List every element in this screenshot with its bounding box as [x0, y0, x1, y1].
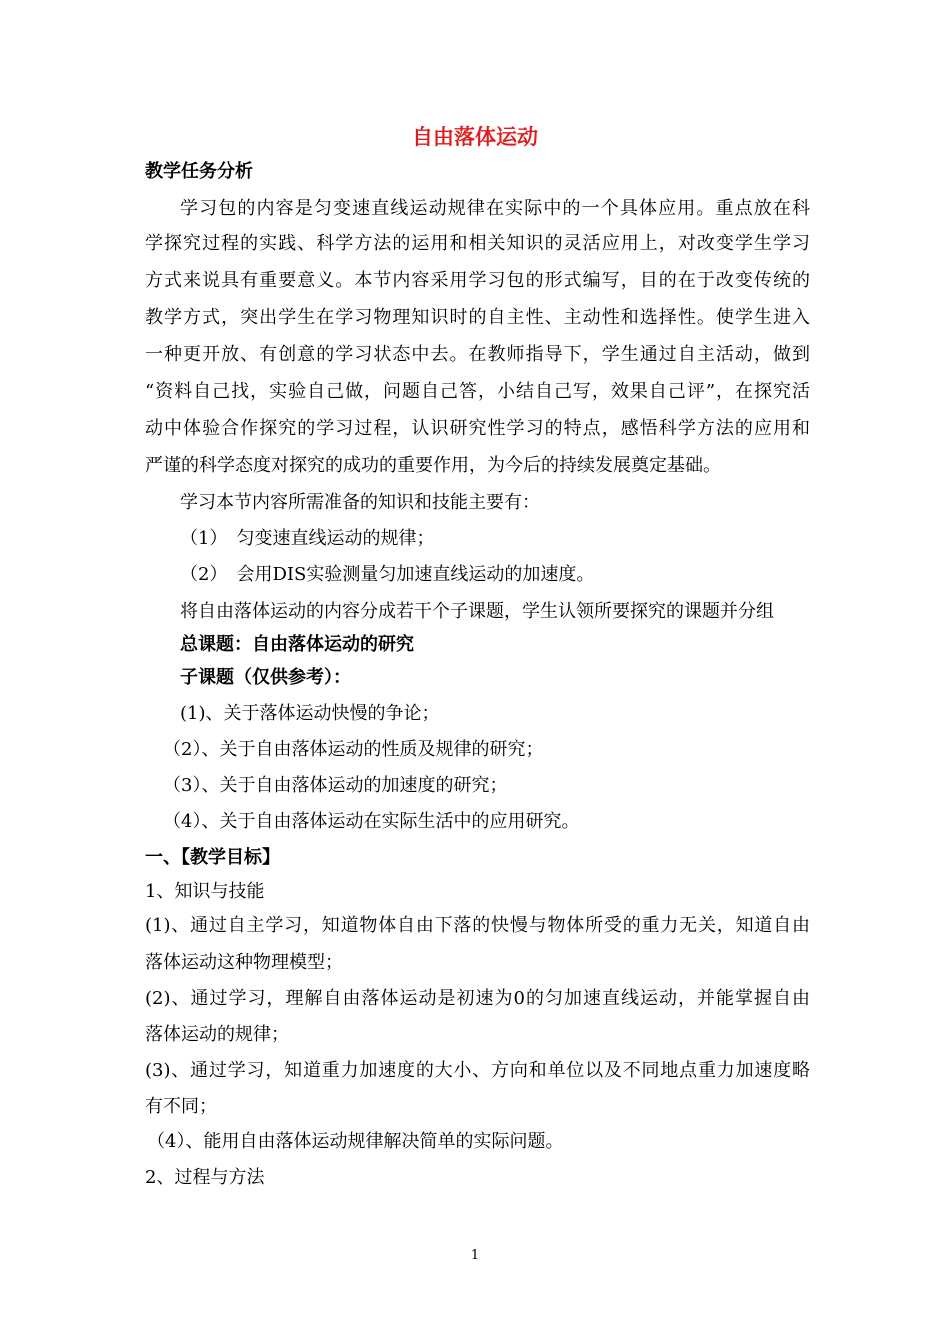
- process-heading: 2、过程与方法: [145, 1167, 265, 1188]
- paragraph-line: 严谨的科学态度对探究的成功的重要作用，为今后的持续发展奠定基础。: [145, 455, 721, 476]
- sub-topic-item: （3）、关于自由落体运动的加速度的研究；: [163, 775, 508, 796]
- paragraph-line: 动中体验合作探究的学习过程，认识研究性学习的特点，感悟科学方法的应用和: [145, 418, 810, 439]
- knowledge-line: (3)、通过学习，知道重力加速度的大小、方向和单位以及不同地点重力加速度略: [145, 1060, 810, 1081]
- knowledge-line: 有不同；: [145, 1096, 217, 1117]
- sub-topic-item: (1)、关于落体运动快慢的争论；: [180, 703, 440, 724]
- paragraph-line: 学习包的内容是匀变速直线运动规律在实际中的一个具体应用。重点放在科: [180, 198, 810, 219]
- prep-intro: 学习本节内容所需准备的知识和技能主要有：: [180, 492, 540, 513]
- paragraph-line: 教学方式，突出学生在学习物理知识时的自主性、主动性和选择性。使学生进入: [145, 307, 810, 328]
- prep-item: （1） 匀变速直线运动的规律；: [180, 528, 435, 549]
- sub-topic-item: （2）、关于自由落体运动的性质及规律的研究；: [163, 739, 544, 760]
- paragraph-line: 方式来说具有重要意义。本节内容采用学习包的形式编写，目的在于改变传统的: [145, 270, 810, 291]
- knowledge-line: （4）、能用自由落体运动规律解决简单的实际问题。: [147, 1131, 564, 1152]
- knowledge-line: (2)、通过学习，理解自由落体运动是初速为0的匀加速直线运动，并能掌握自由: [145, 988, 810, 1009]
- knowledge-heading: 1、知识与技能: [145, 881, 265, 902]
- knowledge-line: (1)、通过自主学习，知道物体自由下落的快慢与物体所受的重力无关，知道自由: [145, 915, 810, 936]
- paragraph-line: “资料自己找，实验自己做，问题自己答，小结自己写，效果自己评”，在探究活: [145, 381, 810, 402]
- sub-topic-heading: 子课题（仅供参考）：: [180, 667, 351, 688]
- knowledge-line: 落体运动这种物理模型；: [145, 952, 343, 973]
- section-heading-analysis: 教学任务分析: [145, 161, 253, 182]
- main-topic: 总课题：自由落体运动的研究: [180, 634, 414, 655]
- document-title: 自由落体运动: [412, 124, 538, 149]
- sub-topic-item: （4）、关于自由落体运动在实际生活中的应用研究。: [163, 811, 580, 832]
- page-number: 1: [470, 1248, 480, 1263]
- knowledge-line: 落体运动的规律；: [145, 1024, 289, 1045]
- paragraph-line: 一种更开放、有创意的学习状态中去。在教师指导下，学生通过自主活动，做到: [145, 344, 810, 365]
- objectives-heading: 一、【教学目标】: [145, 847, 280, 868]
- prep-item: （2） 会用DIS实验测量匀加速直线运动的加速度。: [180, 564, 595, 585]
- paragraph-line: 学探究过程的实践、科学方法的运用和相关知识的灵活应用上，对改变学生学习: [145, 233, 810, 254]
- split-text: 将自由落体运动的内容分成若干个子课题，学生认领所要探究的课题并分组: [180, 601, 774, 622]
